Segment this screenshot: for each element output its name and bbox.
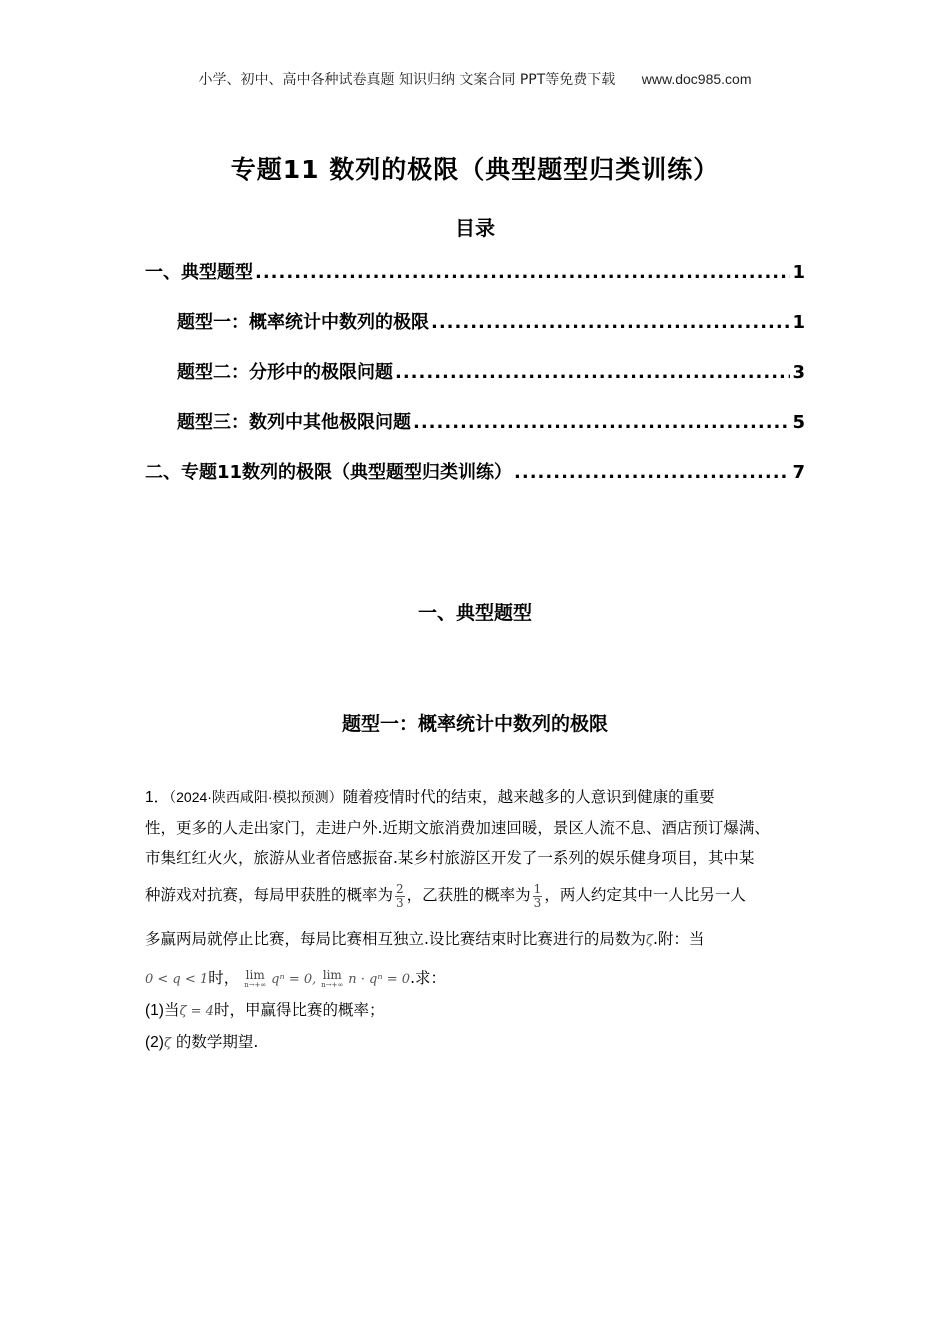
type-1-heading: 题型一：概率统计中数列的极限 [341, 713, 608, 735]
problem-text: 种游戏对抗赛，每局甲获胜的概率为 [145, 886, 394, 904]
problem-line-2: 性，更多的人走出家门，走进户外.近期文旅消费加速回暖，景区人流不息、酒店预订爆满、 [145, 819, 770, 837]
limit-2 [321, 967, 344, 989]
sub-question-label: (1) [145, 1002, 164, 1019]
header-text: 小学、初中、高中各种试卷真题 知识归纳 文案合同 PPT等免费下载 [198, 72, 616, 88]
limit-subscript: n→+∞ [244, 980, 267, 989]
problem-text: 时， [208, 969, 240, 987]
section-heading: 一、典型题型 [417, 602, 532, 624]
problem-text: 随着疫情时代的结束，越来越多的人意识到健康的重要 [342, 788, 715, 806]
problem-text: .求： [410, 969, 446, 987]
toc-entry-type-3[interactable] [145, 408, 805, 458]
problem-line-6 [145, 963, 805, 995]
toc-entry-page: 1 [792, 312, 805, 333]
problem-line-5 [145, 917, 805, 963]
toc-entry-page: 1 [792, 262, 805, 283]
toc-heading: 目录 [455, 216, 495, 240]
problem-line-4 [145, 873, 805, 917]
math-zeta-equals-4: ζ = 4 [179, 1004, 214, 1019]
document-title: 专题11 数列的极限（典型题型归类训练） [230, 155, 720, 184]
limit-word: lim [322, 967, 342, 982]
problem-text: ，两人约定其中一人比另一人 [544, 886, 746, 904]
problem-text: 多赢两局就停止比赛，每局比赛相互独立.设比赛结束时比赛进行的局数为 [145, 930, 646, 948]
fraction-one-third [533, 883, 543, 910]
problem-text: 当 [163, 1001, 180, 1019]
page-header [0, 69, 950, 89]
toc-entry-typical-types[interactable] [145, 258, 805, 308]
toc-entry-label: 二、专题11数列的极限（典型题型归类训练） [145, 462, 513, 483]
toc-leader-dots [255, 262, 790, 283]
toc-entry-page: 3 [792, 362, 805, 383]
fraction-denominator: 3 [533, 895, 542, 910]
header-url[interactable]: www.doc985.com [641, 71, 752, 87]
problem-text: ，乙获胜的概率为 [406, 886, 531, 904]
toc-entry-training[interactable] [145, 458, 805, 508]
toc-leader-dots [514, 462, 790, 483]
limit-expression: n · qⁿ = 0 [348, 972, 411, 987]
toc-entry-type-1[interactable] [145, 308, 805, 358]
toc-leader-dots [431, 312, 790, 333]
limit-word: lim [245, 967, 265, 982]
problem-line-1 [145, 782, 805, 813]
toc-entry-page: 5 [792, 412, 805, 433]
toc-entry-type-2[interactable] [145, 358, 805, 408]
toc-leader-dots [395, 362, 790, 383]
problem-text: 的数学期望. [171, 1033, 259, 1051]
toc-entry-label: 题型三：数列中其他极限问题 [177, 412, 411, 433]
toc-entry-label: 一、典型题型 [145, 262, 253, 283]
problem-line-3: 市集红红火火，旅游从业者倍感振奋.某乡村旅游区开发了一系列的娱乐健身项目，其中某 [145, 849, 755, 867]
fraction-two-thirds [395, 883, 405, 910]
math-zeta: ζ [163, 1036, 171, 1051]
fraction-numerator: 2 [396, 881, 404, 896]
problem-source: （2024·陕西咸阳·模拟预测） [169, 789, 343, 805]
problem-1 [145, 782, 805, 1059]
problem-number: 1． [145, 789, 170, 806]
problem-stem [145, 782, 805, 995]
toc-entry-page: 7 [792, 462, 805, 483]
sub-question-label: (2) [145, 1034, 164, 1051]
fraction-numerator: 1 [533, 881, 542, 896]
problem-text: .附：当 [652, 930, 705, 948]
math-zeta: ζ [645, 933, 653, 948]
sub-question-1 [145, 995, 805, 1027]
sub-question-2 [145, 1027, 805, 1059]
math-condition: 0 < q < 1 [145, 972, 209, 987]
toc-leader-dots [413, 412, 790, 433]
fraction-denominator: 3 [396, 895, 404, 910]
toc-entry-label: 题型二：分形中的极限问题 [177, 362, 393, 383]
toc-entry-label: 题型一：概率统计中数列的极限 [177, 312, 429, 333]
limit-1 [244, 967, 267, 989]
problem-text: 时，甲赢得比赛的概率； [213, 1001, 385, 1019]
limit-expression: qⁿ = 0, [271, 972, 317, 987]
limit-subscript: n→+∞ [321, 980, 344, 989]
table-of-contents [145, 258, 805, 508]
